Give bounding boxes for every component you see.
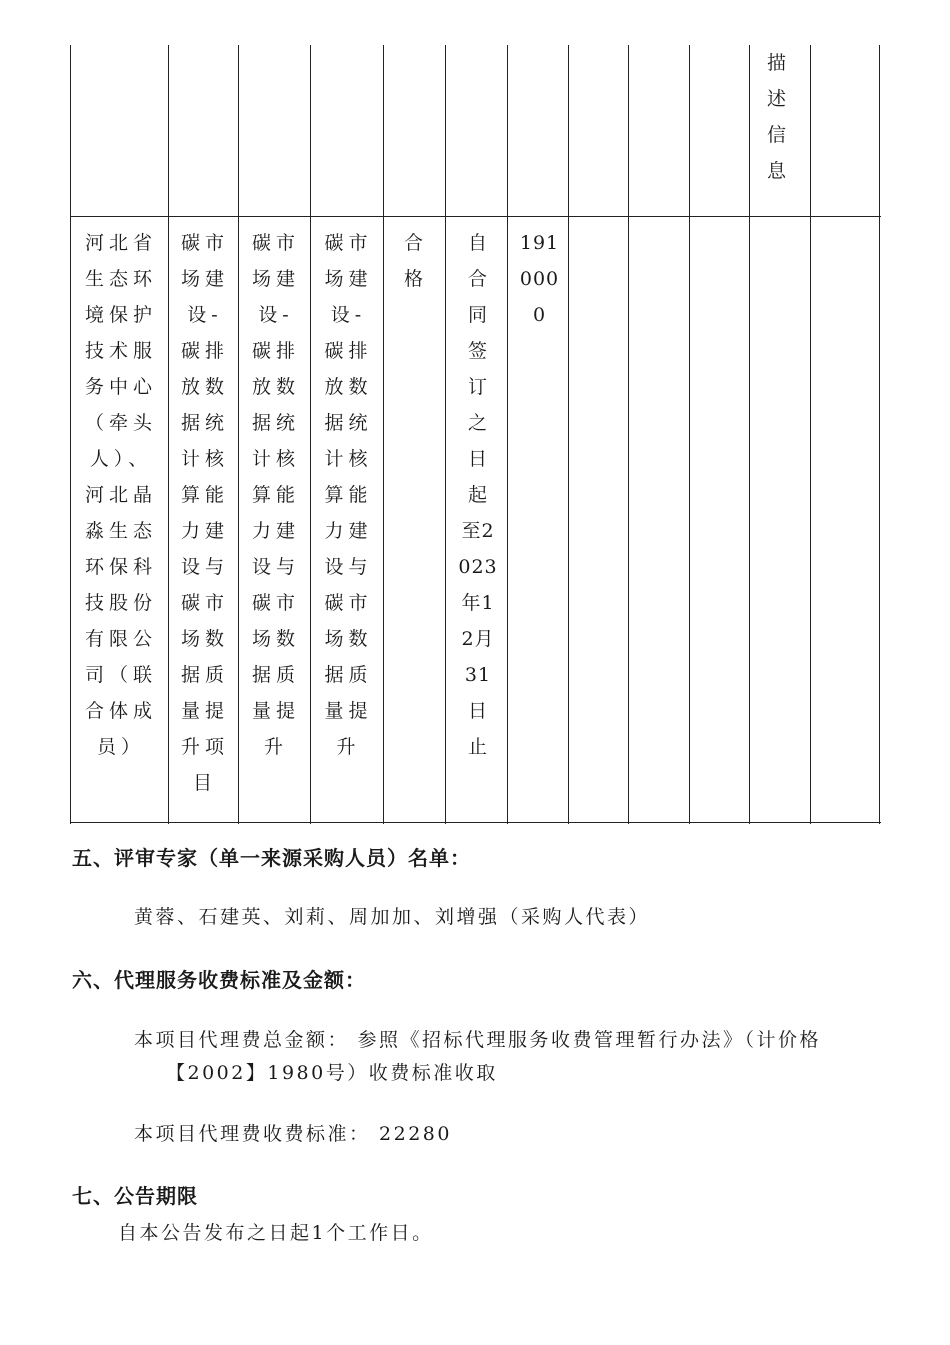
table-border-right	[879, 45, 880, 824]
result-table	[70, 45, 881, 824]
column-divider	[810, 45, 811, 824]
row-divider	[70, 216, 881, 217]
amount-cell: 191 000 0	[519, 232, 560, 326]
supplier-cell: 河北省 生态环 境保护 技术服 务中心 （牵头 人）、 河北晶 淼生态 环保科 技股份 有限公 司（联 合体成 员）	[84, 232, 157, 758]
column-divider	[689, 45, 690, 824]
notice-period: 自本公告发布之日起1个工作日。	[118, 1222, 434, 1244]
section5-heading: 五、评审专家（单一来源采购人员）名单：	[72, 846, 471, 870]
service-scope-cell: 碳市 场建 设- 碳排 放数 据统 计核 算能 力建 设与 碳市 场数 据质 量提 升	[324, 232, 373, 758]
fee-total-line1: 本项目代理费总金额： 参照《招标代理服务收费管理暂行办法》（计价格	[134, 1029, 822, 1051]
service-period-cell: 自 合 同 签 订 之 日 起 至2 023 年1 2月 31 日 止	[458, 232, 498, 758]
fee-total-line2: 【2002】1980号）收费标准收取	[166, 1062, 498, 1084]
project-name-cell: 碳市 场建 设- 碳排 放数 据统 计核 算能 力建 设与 碳市 场数 据质 量提 升项 目	[180, 232, 229, 794]
item-name-cell: 碳市 场建 设- 碳排 放数 据统 计核 算能 力建 设与 碳市 场数 据质 量提 升	[251, 232, 300, 758]
column-divider	[445, 45, 446, 824]
section7-heading: 七、公告期限	[72, 1184, 198, 1208]
requirement-cell: 合 格	[403, 232, 428, 290]
column-divider	[568, 45, 569, 824]
column-divider	[168, 45, 169, 824]
table-border-bottom	[70, 822, 881, 823]
expert-list: 黄蓉、石建英、刘莉、周加加、刘增强（采购人代表）	[134, 906, 651, 928]
column-divider	[628, 45, 629, 824]
table-border-left	[70, 45, 71, 824]
column-divider	[749, 45, 750, 824]
description-info-cell: 描 述 信 息	[766, 52, 791, 182]
fee-standard: 本项目代理费收费标准： 22280	[134, 1123, 452, 1145]
section6-heading: 六、代理服务收费标准及金额：	[72, 968, 366, 992]
